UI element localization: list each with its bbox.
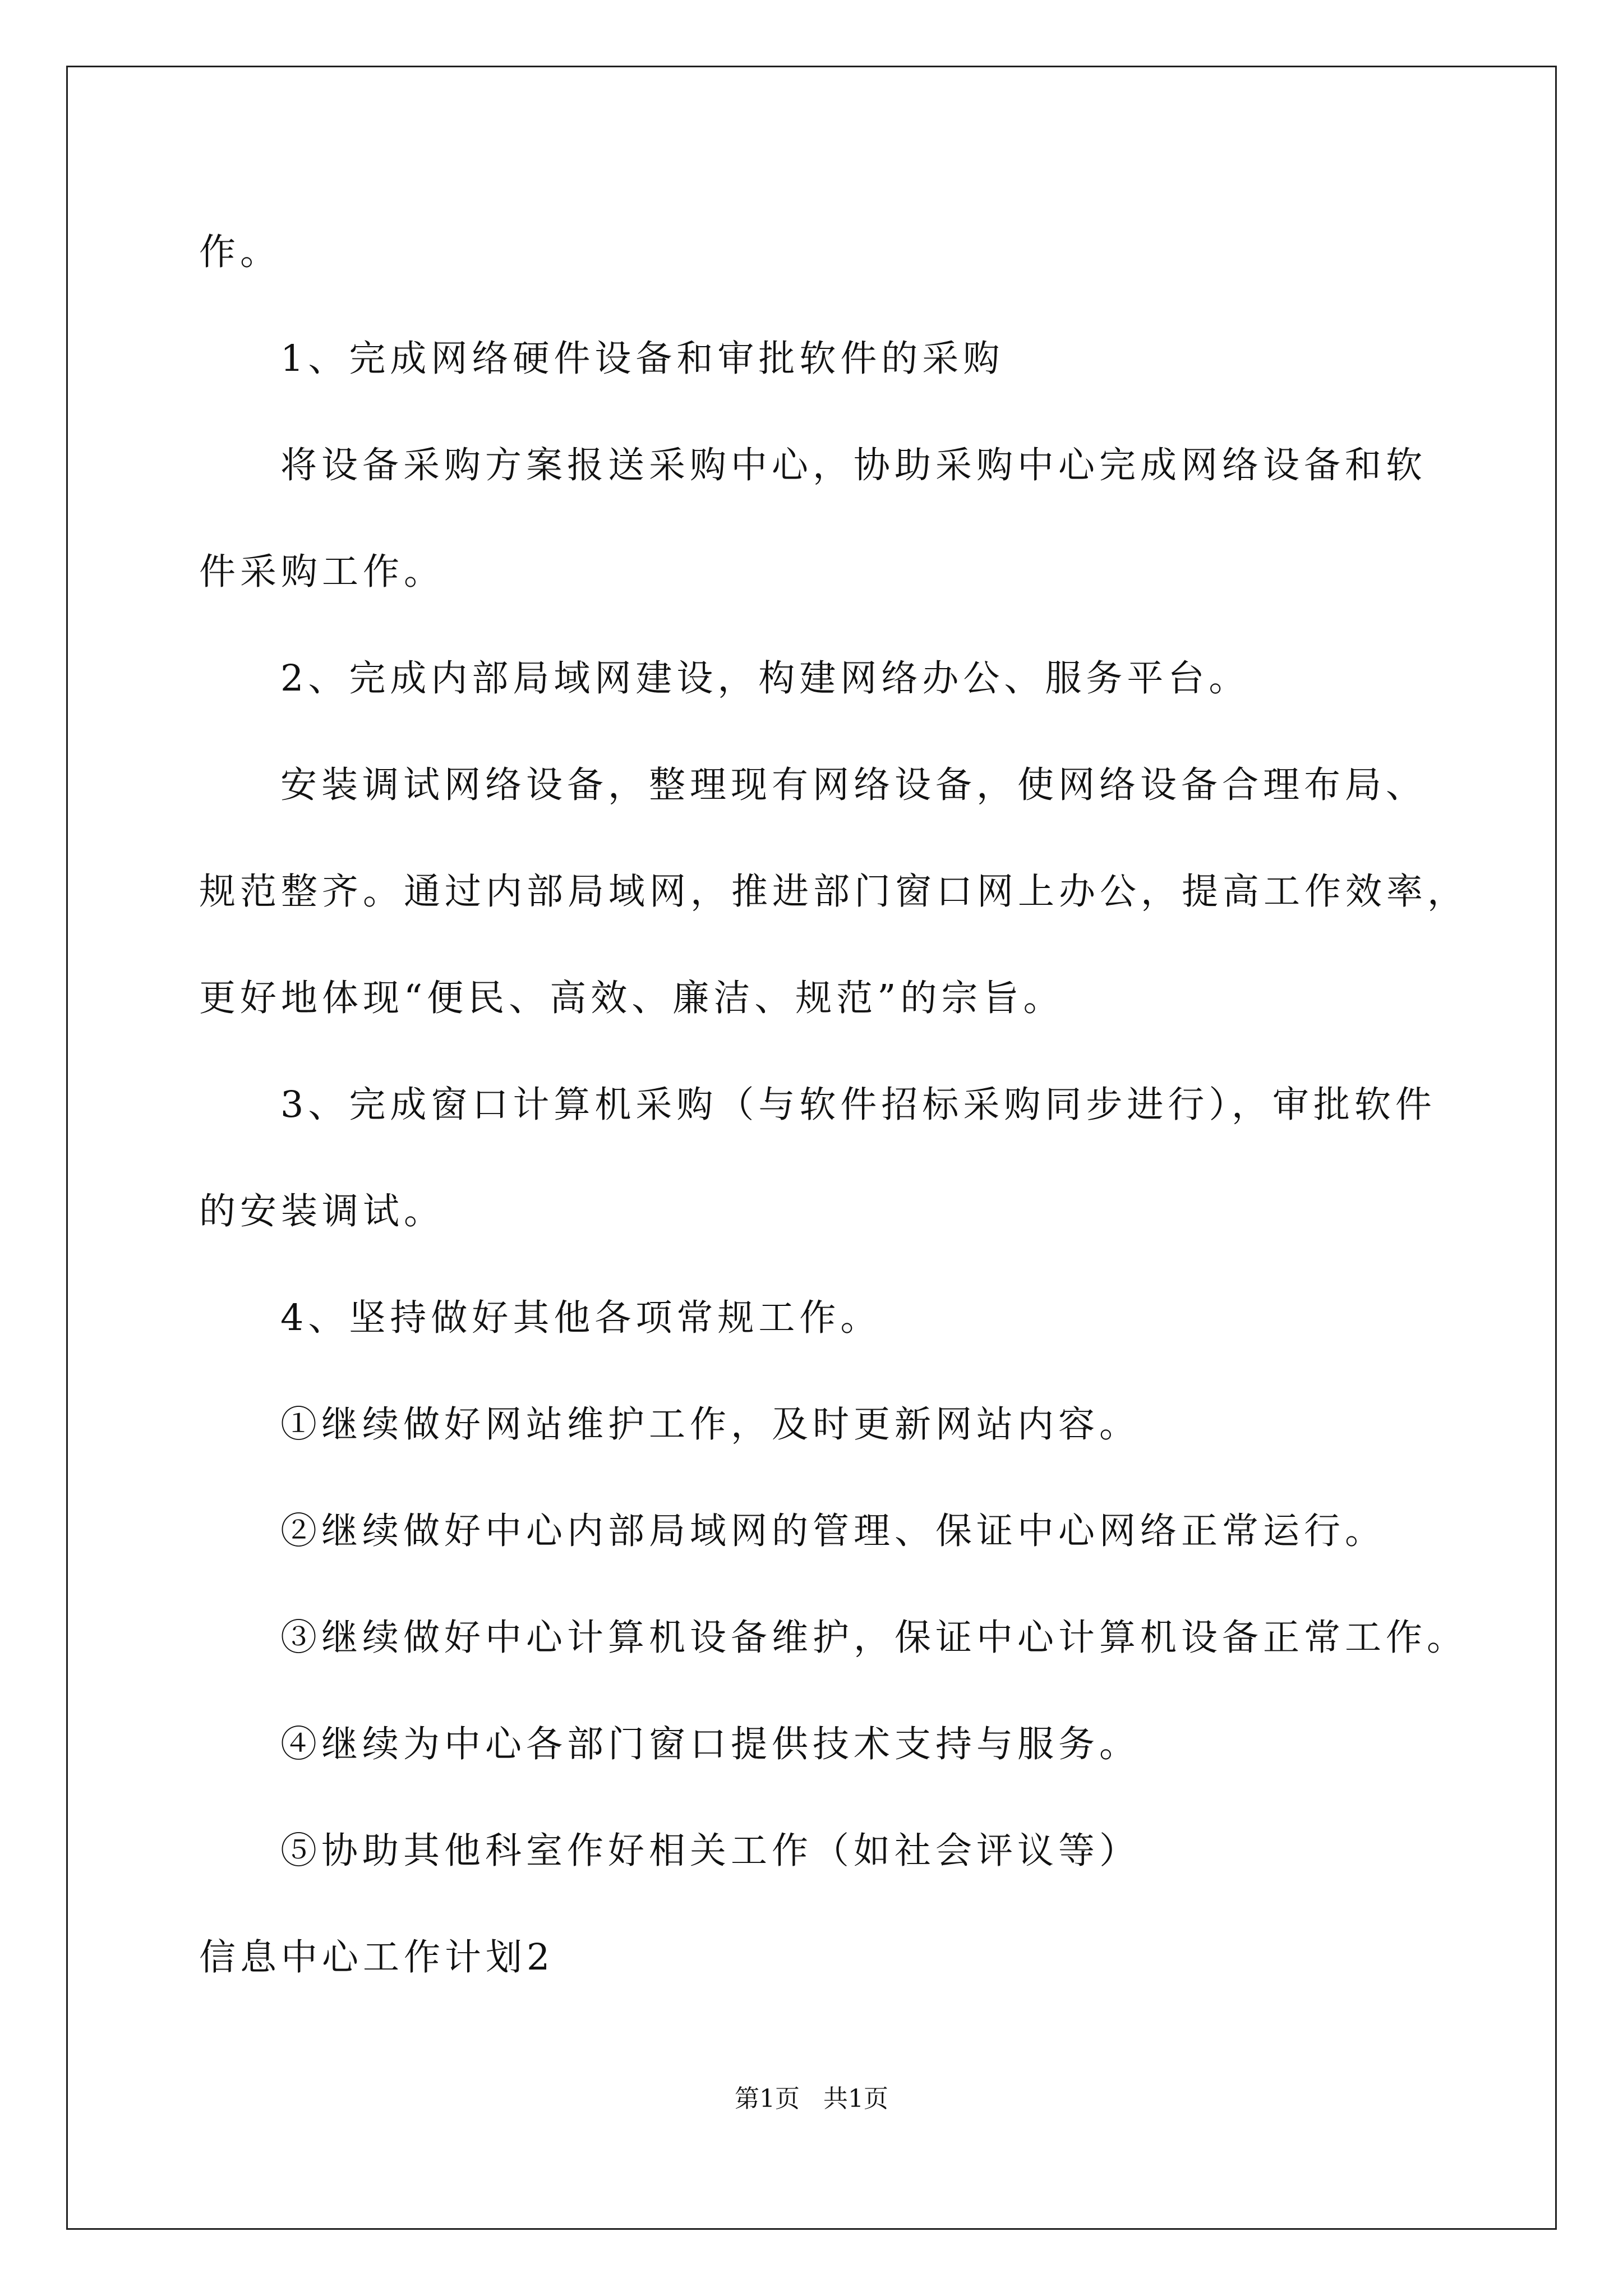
text-line: 3、完成窗口计算机采购（与软件招标采购同步进行），审批软件	[280, 1084, 1436, 1126]
text-line: 作。	[199, 231, 282, 273]
page-footer: 第1页 共1页	[735, 2085, 888, 2113]
text-line: 的安装调试。	[199, 1190, 445, 1232]
text-line: ②继续做好中心内部局域网的管理、保证中心网络正常运行。	[280, 1510, 1386, 1552]
text-line: 将设备采购方案报送采购中心，协助采购中心完成网络设备和软	[280, 444, 1427, 486]
text-line: 1、完成网络硬件设备和审批软件的采购	[280, 338, 1004, 380]
section-heading: 信息中心工作计划2	[199, 1936, 555, 1978]
text-line: 更好地体现“便民、高效、廉洁、规范”的宗旨。	[199, 977, 1064, 1019]
page-border	[66, 66, 1557, 2230]
text-line: ④继续为中心各部门窗口提供技术支持与服务。	[280, 1723, 1141, 1765]
text-line: ③继续做好中心计算机设备维护，保证中心计算机设备正常工作。	[280, 1617, 1468, 1659]
text-line: ①继续做好网站维护工作，及时更新网站内容。	[280, 1404, 1141, 1446]
text-line: 2、完成内部局域网建设，构建网络办公、服务平台。	[280, 657, 1250, 700]
text-line: ⑤协助其他科室作好相关工作（如社会评议等）	[280, 1830, 1141, 1872]
text-line: 4、坚持做好其他各项常规工作。	[280, 1297, 882, 1339]
text-line: 件采购工作。	[199, 551, 445, 593]
text-line: 安装调试网络设备，整理现有网络设备，使网络设备合理布局、	[280, 764, 1427, 806]
text-line: 规范整齐。通过内部局域网，推进部门窗口网上办公，提高工作效率，	[199, 871, 1469, 913]
